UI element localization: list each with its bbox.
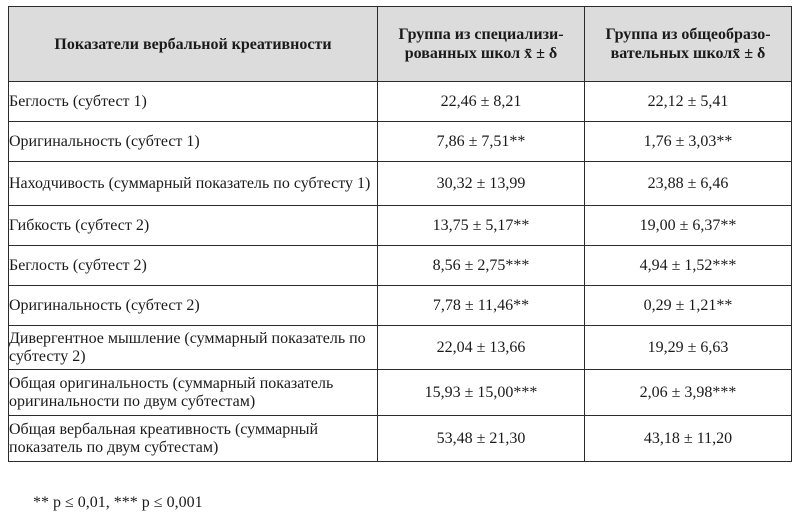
- general-value-cell: 23,88 ± 6,46: [585, 162, 792, 206]
- indicator-cell: Оригинальность (субтест 1): [9, 122, 378, 162]
- indicator-cell: Оригинальность (субтест 2): [9, 286, 378, 326]
- indicator-cell: Общая вербальная креативность (суммарный показатель по двум субтестам): [9, 416, 378, 462]
- special-value-cell: 53,48 ± 21,30: [378, 416, 585, 462]
- header-group-general: [585, 7, 792, 82]
- special-value-cell: 22,04 ± 13,66: [378, 326, 585, 370]
- special-value-cell: 7,86 ± 7,51**: [378, 122, 585, 162]
- indicator-cell: Общая оригинальность (суммарный показатель оригинальности по двум субтестам): [9, 370, 378, 416]
- header-group-special-line1: Группа из специализи-: [398, 26, 564, 43]
- table-row: [9, 162, 792, 206]
- significance-footnote: ** p ≤ 0,01, *** p ≤ 0,001: [33, 494, 203, 511]
- table-row: [9, 326, 792, 370]
- header-group-special-line2: рованных школ x̄ ± δ: [404, 45, 558, 62]
- general-value-cell: 0,29 ± 1,21**: [585, 286, 792, 326]
- header-group-general-line2: вательных школx̄ ± δ: [610, 45, 766, 62]
- table-row: [9, 286, 792, 326]
- table-row: [9, 206, 792, 246]
- indicator-cell: Находчивость (суммарный показатель по субтесту 1): [9, 162, 378, 206]
- indicator-cell: Беглость (субтест 2): [9, 246, 378, 286]
- general-value-cell: 4,94 ± 1,52***: [585, 246, 792, 286]
- header-group-general-line1: Группа из общеобразо-: [605, 26, 771, 43]
- header-indicator: Показатели вербальной креативности: [9, 7, 378, 82]
- indicator-cell: Дивергентное мышление (суммарный показатель по субтесту 2): [9, 326, 378, 370]
- special-value-cell: 8,56 ± 2,75***: [378, 246, 585, 286]
- general-value-cell: 19,00 ± 6,37**: [585, 206, 792, 246]
- table-row: [9, 370, 792, 416]
- header-group-special: [378, 7, 585, 82]
- indicator-cell: Гибкость (субтест 2): [9, 206, 378, 246]
- general-value-cell: 43,18 ± 11,20: [585, 416, 792, 462]
- indicator-cell: Беглость (субтест 1): [9, 82, 378, 122]
- special-value-cell: 7,78 ± 11,46**: [378, 286, 585, 326]
- table-row: [9, 122, 792, 162]
- results-table: [8, 6, 792, 462]
- table-row: [9, 82, 792, 122]
- special-value-cell: 15,93 ± 15,00***: [378, 370, 585, 416]
- special-value-cell: 22,46 ± 8,21: [378, 82, 585, 122]
- general-value-cell: 22,12 ± 5,41: [585, 82, 792, 122]
- special-value-cell: 30,32 ± 13,99: [378, 162, 585, 206]
- special-value-cell: 13,75 ± 5,17**: [378, 206, 585, 246]
- general-value-cell: 19,29 ± 6,63: [585, 326, 792, 370]
- table-header-row: [9, 7, 792, 82]
- general-value-cell: 2,06 ± 3,98***: [585, 370, 792, 416]
- table-row: [9, 246, 792, 286]
- general-value-cell: 1,76 ± 3,03**: [585, 122, 792, 162]
- table-row: [9, 416, 792, 462]
